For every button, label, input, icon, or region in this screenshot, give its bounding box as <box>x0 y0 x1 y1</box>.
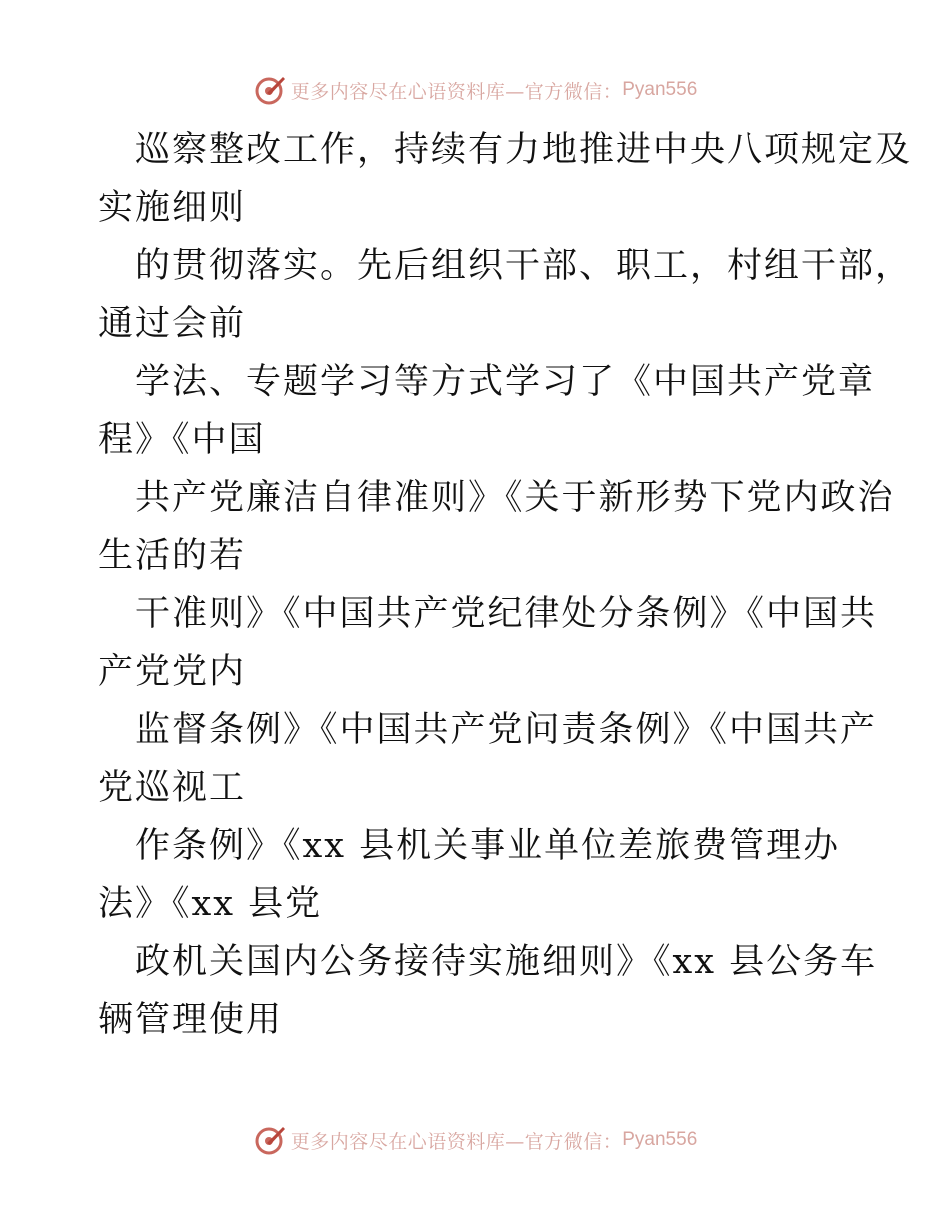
text-line: 干准则》《中国共产党纪律处分条例》《中国共 <box>135 594 878 634</box>
text-line: 巡察整改工作，持续有力地推进中央八项规定及 <box>135 130 913 170</box>
text-line: 产党党内 <box>98 652 247 692</box>
text-line: 党巡视工 <box>98 768 247 808</box>
text-line: 政机关国内公务接待实施细则》《xx 县公务车 <box>135 942 878 982</box>
text-line: 的贯彻落实。先后组织干部、职工，村组干部， <box>135 246 913 286</box>
text-line: 法》《xx 县党 <box>98 884 323 924</box>
text-line: 生活的若 <box>98 536 247 576</box>
text-line: 通过会前 <box>98 304 247 344</box>
watermark-id: Pyan556 <box>622 1129 698 1150</box>
document-body <box>98 121 913 1049</box>
watermark-text: 更多内容尽在心语资料库—官方微信： <box>290 1130 623 1153</box>
text-line: 监督条例》《中国共产党问责条例》《中国共产 <box>135 710 878 750</box>
watermark-text: 更多内容尽在心语资料库—官方微信： <box>290 80 623 103</box>
text-line: 辆管理使用 <box>98 1000 284 1040</box>
text-line: 程》《中国 <box>98 420 266 460</box>
footer-watermark <box>0 1120 950 1160</box>
watermark-id: Pyan556 <box>622 79 698 100</box>
text-line: 作条例》《xx 县机关事业单位差旅费管理办 <box>135 826 841 866</box>
text-line: 学法、专题学习等方式学习了《中国共产党章 <box>135 362 876 402</box>
header-watermark <box>0 70 950 110</box>
quill-logo-icon <box>253 73 287 107</box>
text-line: 共产党廉洁自律准则》《关于新形势下党内政治 <box>135 478 895 518</box>
text-line: 实施细则 <box>98 188 247 228</box>
quill-logo-icon <box>253 1123 287 1157</box>
